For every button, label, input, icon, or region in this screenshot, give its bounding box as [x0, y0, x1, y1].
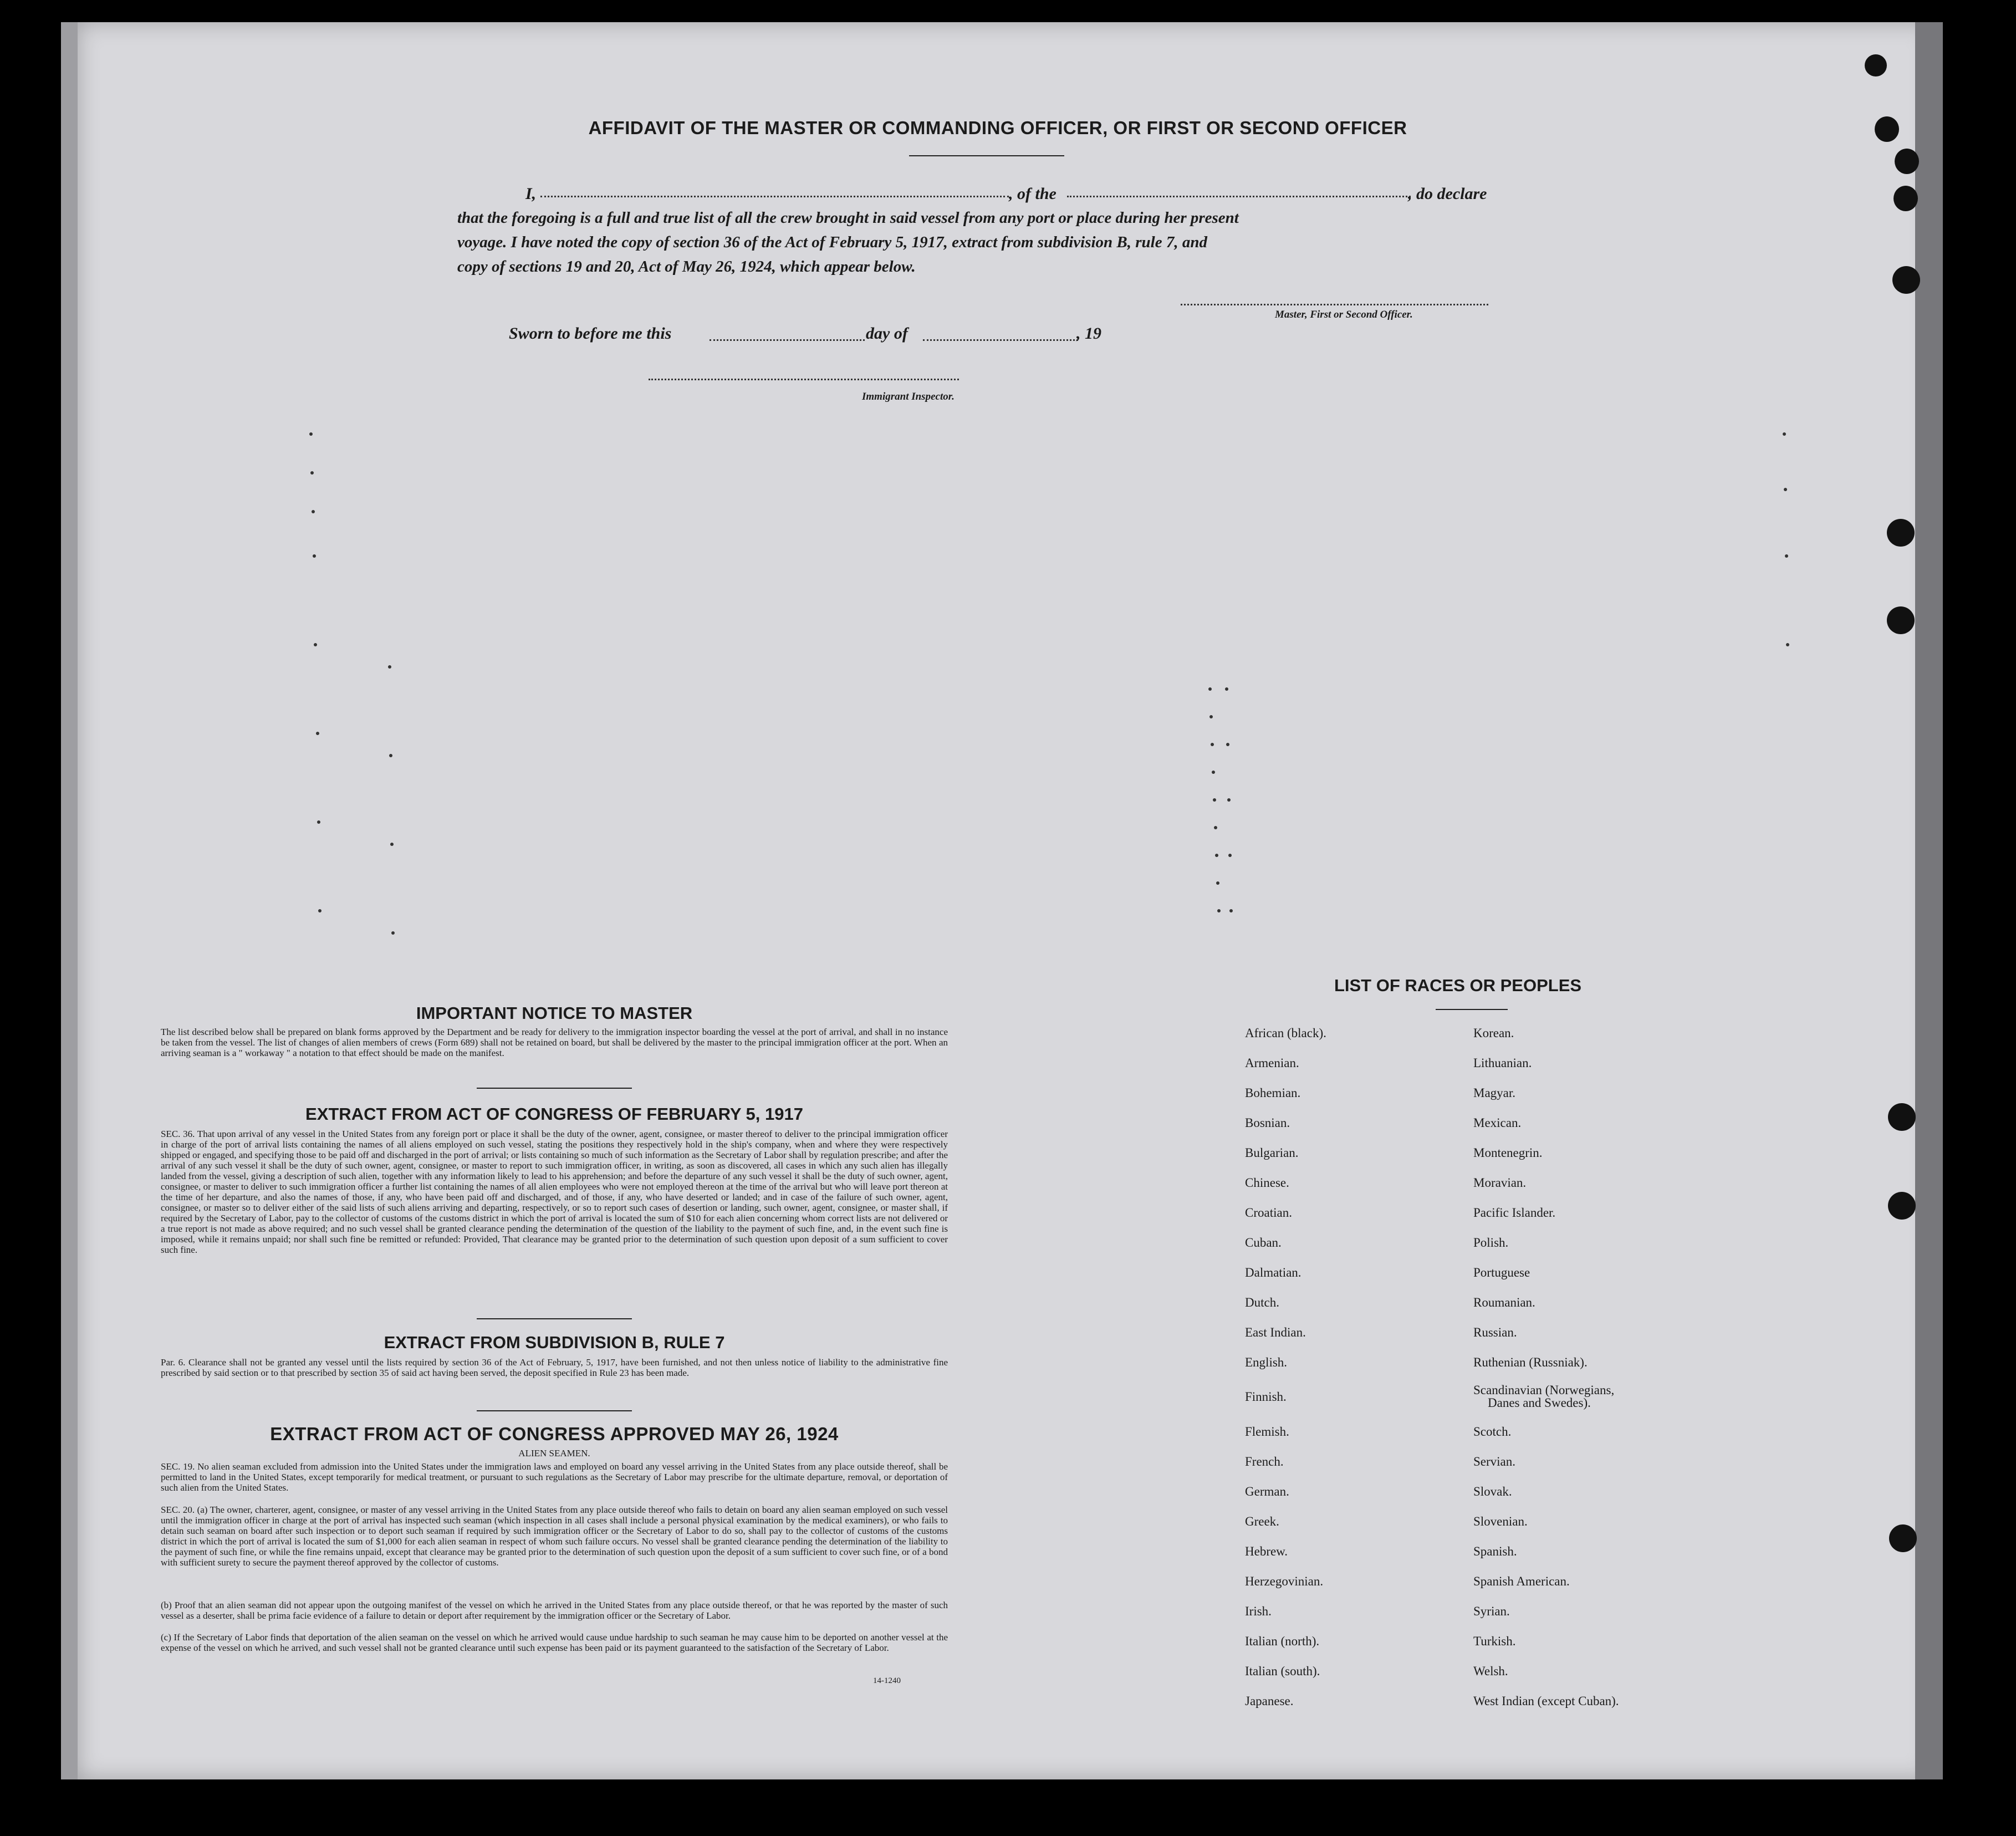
- race-right-item: Moravian.: [1473, 1176, 1527, 1190]
- name-blank[interactable]: [540, 196, 1009, 197]
- officer-signature-line[interactable]: [1181, 304, 1488, 305]
- race-left-item: Armenian.: [1245, 1056, 1299, 1070]
- day-of-label: day of: [866, 324, 908, 343]
- inspector-signature-line[interactable]: [649, 379, 959, 380]
- race-left-item: Italian (north).: [1245, 1634, 1320, 1648]
- affidavit-title: AFFIDAVIT OF THE MASTER OR COMMANDING OFFICER, OR FIRST OR SECOND OFFICER: [588, 118, 1407, 138]
- race-left-item: Chinese.: [1245, 1176, 1289, 1190]
- extract-1924-subtitle: ALIEN SEAMEN.: [518, 1448, 590, 1458]
- race-right-item: Scotch.: [1473, 1425, 1512, 1439]
- race-right-item: Slovenian.: [1473, 1514, 1528, 1528]
- race-left-item: Finnish.: [1245, 1390, 1287, 1404]
- race-right-item: Turkish.: [1473, 1634, 1516, 1648]
- affidavit-of-the: , of the: [1009, 185, 1057, 203]
- officer-caption: Master, First or Second Officer.: [1275, 309, 1413, 320]
- notice-title: IMPORTANT NOTICE TO MASTER: [416, 1003, 693, 1023]
- race-right-item: Syrian.: [1473, 1604, 1510, 1618]
- rule7-divider: [477, 1410, 632, 1411]
- affidavit-i-label: I,: [525, 185, 537, 203]
- race-right-item: Portuguese: [1473, 1266, 1530, 1279]
- race-left-item: Croatian.: [1245, 1206, 1292, 1220]
- race-left-item: English.: [1245, 1355, 1288, 1369]
- race-left-item: Herzegovinian.: [1245, 1574, 1324, 1588]
- race-left-item: Dutch.: [1245, 1296, 1279, 1309]
- race-left-item: Cuban.: [1245, 1236, 1282, 1250]
- extract-1924-sec20c: (c) If the Secretary of Labor finds that deportation of the alien seaman on the vessel on which he arrived would cause undue hardship to such seaman he may cause him to be deported on another vessel at the expense of the vessel on which he arrived, and such vessel shall not be granted clearance until such expense has been paid or its payment guaranteed to the satisfaction of the Secretary of Labor.: [161, 1632, 948, 1653]
- race-left-item: Flemish.: [1245, 1425, 1289, 1439]
- affidavit-line-2: that the foregoing is a full and true list of all the crew brought in said vessel from any port or place during her present: [457, 209, 1239, 227]
- race-right-item: Montenegrin.: [1473, 1146, 1543, 1160]
- races-title: LIST OF RACES OR PEOPLES: [1334, 976, 1582, 995]
- title-divider: [909, 155, 1064, 156]
- race-left-item: African (black).: [1245, 1026, 1326, 1040]
- extract-1924-title: EXTRACT FROM ACT OF CONGRESS APPROVED MAY 26, 1924: [270, 1424, 839, 1444]
- sworn-month-blank[interactable]: [923, 339, 1078, 341]
- race-right-item: Spanish.: [1473, 1544, 1517, 1558]
- race-left-item: Greek.: [1245, 1514, 1279, 1528]
- race-right-item: Scandinavian (Norwegians,: [1473, 1383, 1615, 1397]
- form-number: 14-1240: [873, 1676, 901, 1685]
- race-left-item: German.: [1245, 1485, 1289, 1498]
- sworn-date-blank[interactable]: [710, 339, 865, 341]
- race-left-item: East Indian.: [1245, 1325, 1306, 1339]
- rule7-title: EXTRACT FROM SUBDIVISION B, RULE 7: [384, 1333, 725, 1352]
- race-left-item: Hebrew.: [1245, 1544, 1288, 1558]
- vessel-blank[interactable]: [1067, 196, 1411, 197]
- inspector-caption: Immigrant Inspector.: [862, 391, 955, 402]
- race-right-item: Welsh.: [1473, 1664, 1508, 1678]
- affidavit-line-3: voyage. I have noted the copy of section 36 of the Act of February 5, 1917, extract from subdivision B, rule 7, and: [457, 233, 1207, 251]
- race-left-item: French.: [1245, 1455, 1284, 1468]
- notice-body: The list described below shall be prepared on blank forms approved by the Department and be ready for delivery to the immigration inspector boarding the vessel at the port of arrival, and shall in no instance be taken from the vessel. The list of changes of alien members of crews (Form 689) shall not be retained on board, but shall be delivered by the master to the principal immigration officer at the port. When an arriving seaman is a " workaway " a notation to that effect should be made on the manifest.: [161, 1027, 948, 1058]
- race-left-item: Bulgarian.: [1245, 1146, 1299, 1160]
- race-left-item: Irish.: [1245, 1604, 1272, 1618]
- notice-divider: [477, 1088, 632, 1089]
- extract-1917-body: SEC. 36. That upon arrival of any vessel in the United States from any foreign port or place it shall be the duty of the owner, agent, consignee, or master thereof to deliver to the principal immigration officer in charge of the port of arrival lists containing the names of all aliens employed on such vessel, stating the positions they respectively hold in the ship's company, when and where they were respectively shipped or engaged, and specifying those to be paid off and discharged in the port of arrival; or lists containing so much of such information as the Secretary of Labor shall by regulation prescribe; and after the arrival of any such vessel it shall be the duty of such owner, agent, consignee, or master to report to such immigration officer, in writing, as soon as discovered, all cases in which any such alien has illegally landed from the vessel, giving a description of such alien, together with any information likely to lead to his apprehension; and before the departure of any such vessel it shall be the duty of such owner, agent, consignee, or master to deliver to such immigration officer a further list containing the names of all alien employees who were not employed thereon at the time of the arrival but who will leave port thereon at the time of her departure, and also the names of those, if any, who have been paid off and discharged, and of those, if any, who have deserted or landed; and in case of the failure of such owner, agent, consignee, or master so to deliver either of the said lists of such aliens arriving and departing, respectively, or so to report such cases of desertion or landing, such owner, agent, consignee, or master shall, if required by the Secretary of Labor, pay to the collector of customs of the customs district in which the port of arrival is located the sum of $10 for each alien concerning whom correct lists are not delivered or a true report is not made as above required; and no such vessel shall be granted clearance pending the determination of the question of the liability to the payment of such fine, and, in the event such fine is imposed, while it remains unpaid; nor shall such fine be remitted or refunded: Provided, That clearance may be granted prior to the determination of such question upon deposit of a sum sufficient to cover such fine.: [161, 1129, 948, 1255]
- race-left-item: Bohemian.: [1245, 1086, 1301, 1100]
- race-left-item: Bosnian.: [1245, 1116, 1290, 1130]
- affidavit-do-declare: , do declare: [1408, 185, 1487, 203]
- race-right-item: Korean.: [1473, 1026, 1514, 1040]
- rule7-body: Par. 6. Clearance shall not be granted any vessel until the lists required by section 36 of the Act of February, 5, 1917, have been furnished, and not then unless notice of liability to the administrative fine prescribed by said section or to that prescribed by section 35 of said act having been served, the deposit specified in Rule 23 has been made.: [161, 1357, 948, 1378]
- race-right-item: Servian.: [1473, 1455, 1516, 1468]
- race-right-item: West Indian (except Cuban).: [1473, 1694, 1619, 1708]
- race-right-item: Pacific Islander.: [1473, 1206, 1556, 1220]
- race-left-item: Dalmatian.: [1245, 1266, 1302, 1279]
- race-right-item: Roumanian.: [1473, 1296, 1535, 1309]
- extract-1924-sec20: SEC. 20. (a) The owner, charterer, agent, consignee, or master of any vessel arriving in the United States from any place outside thereof who fails to detain on board any alien seaman employed on such vessel until the immigration officer in charge at the port of arrival has inspected such seaman (which inspection in all cases shall include a personal physical examination by the medical examiners), or who fails to detain such seaman on board after such inspection or to deport such seaman if required by such immigration officer or the Secretary of Labor to do so, shall pay to the collector of customs of the customs district in which the port of arrival is located the sum of $1,000 for each alien seaman in respect of whom such failure occurs. No vessel shall be granted clearance pending the determination of the liability to the payment of such fine, or while the fine remains unpaid, except that clearance may be granted prior to the determination of such question upon the deposit of a sum sufficient to cover such fine, or of a bond with sufficient surety to secure the payment thereof approved by the collector of customs.: [161, 1504, 948, 1568]
- race-right-item: Ruthenian (Russniak).: [1473, 1355, 1588, 1369]
- race-right-item: Lithuanian.: [1473, 1056, 1532, 1070]
- race-left-item: Italian (south).: [1245, 1664, 1320, 1678]
- extract-1924-sec19: SEC. 19. No alien seaman excluded from admission into the United States under the immigration laws and employed on board any vessel arriving in the United States from any place outside thereof, shall be permitted to land in the United States, except temporarily for medical treatment, or pursuant to such regulations as the Secretary of Labor may prescribe for the ultimate departure, removal, or deportation of such alien from the United States.: [161, 1461, 948, 1493]
- year-label: , 19: [1076, 324, 1101, 343]
- race-right-item: Spanish American.: [1473, 1574, 1570, 1588]
- extract-1924-sec20b: (b) Proof that an alien seaman did not appear upon the outgoing manifest of the vessel on which he arrived in the United States from any place outside thereof, or that he was reported by the master of such vessel as a deserter, shall be prima facie evidence of a failure to detain or deport after requirement by the immigration officer or the Secretary of Labor.: [161, 1600, 948, 1621]
- extract-1917-divider: [477, 1318, 632, 1319]
- races-divider: [1436, 1009, 1508, 1010]
- extract-1917-title: EXTRACT FROM ACT OF CONGRESS OF FEBRUARY 5, 1917: [305, 1104, 803, 1124]
- race-right-item: Magyar.: [1473, 1086, 1516, 1100]
- race-right-item: Mexican.: [1473, 1116, 1522, 1130]
- race-left-item: Japanese.: [1245, 1694, 1294, 1708]
- right-binding-strip: [1915, 22, 1943, 1779]
- race-right-item: Slovak.: [1473, 1485, 1512, 1498]
- sworn-label: Sworn to before me this: [509, 324, 672, 343]
- affidavit-line-4: copy of sections 19 and 20, Act of May 26, 1924, which appear below.: [457, 258, 916, 276]
- race-right-item: Russian.: [1473, 1325, 1517, 1339]
- race-right-item: Danes and Swedes).: [1488, 1396, 1591, 1410]
- race-right-item: Polish.: [1473, 1236, 1509, 1250]
